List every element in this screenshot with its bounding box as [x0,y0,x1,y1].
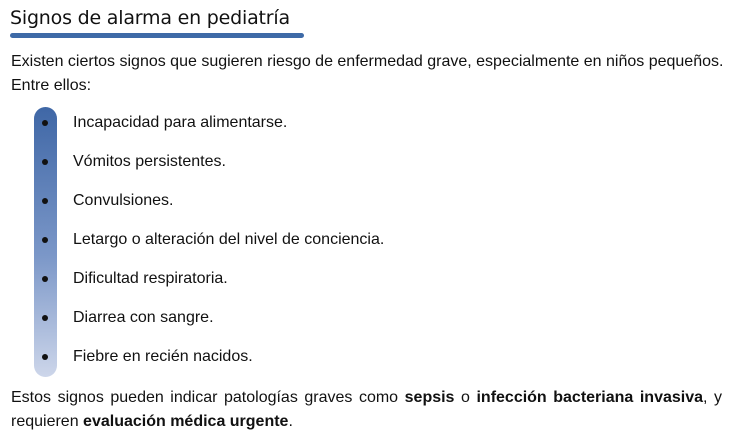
closing-text: . [288,413,293,430]
bullet-icon [42,354,48,360]
bullet-icon [42,237,48,243]
title-underline [10,33,304,38]
list-item-text: Diarrea con sangre. [73,309,214,326]
closing-text: , y requieren [11,389,723,430]
closing-paragraph [11,386,722,434]
closing-text: Estos signos pueden indicar patologías graves como [11,389,405,406]
bullet-icon [42,276,48,282]
bullet-icon [42,198,48,204]
heading-block [10,6,290,30]
emphasis-invasive-infection: infección bacteriana invasiva [476,389,704,406]
list-item-text: Convulsiones. [73,192,174,209]
intro-paragraph: Existen ciertos signos que sugieren riesgo de enfermedad grave, especialmente en niños pequeños. Entre ellos: [11,53,724,94]
emphasis-urgent-evaluation: evaluación médica urgente [83,413,289,430]
bullet-icon [42,159,48,165]
emphasis-sepsis: sepsis [404,389,455,406]
page-title: Signos de alarma en pediatría [10,7,290,29]
list-item-text: Dificultad respiratoria. [73,270,228,287]
list-item-text: Letargo o alteración del nivel de conciencia. [73,231,385,248]
bullet-icon [42,120,48,126]
list-item-text: Vómitos persistentes. [73,153,226,170]
list-item-text: Incapacidad para alimentarse. [73,114,288,131]
list-item-text: Fiebre en recién nacidos. [73,348,253,365]
bullet-icon [42,315,48,321]
closing-text: o [454,389,477,406]
